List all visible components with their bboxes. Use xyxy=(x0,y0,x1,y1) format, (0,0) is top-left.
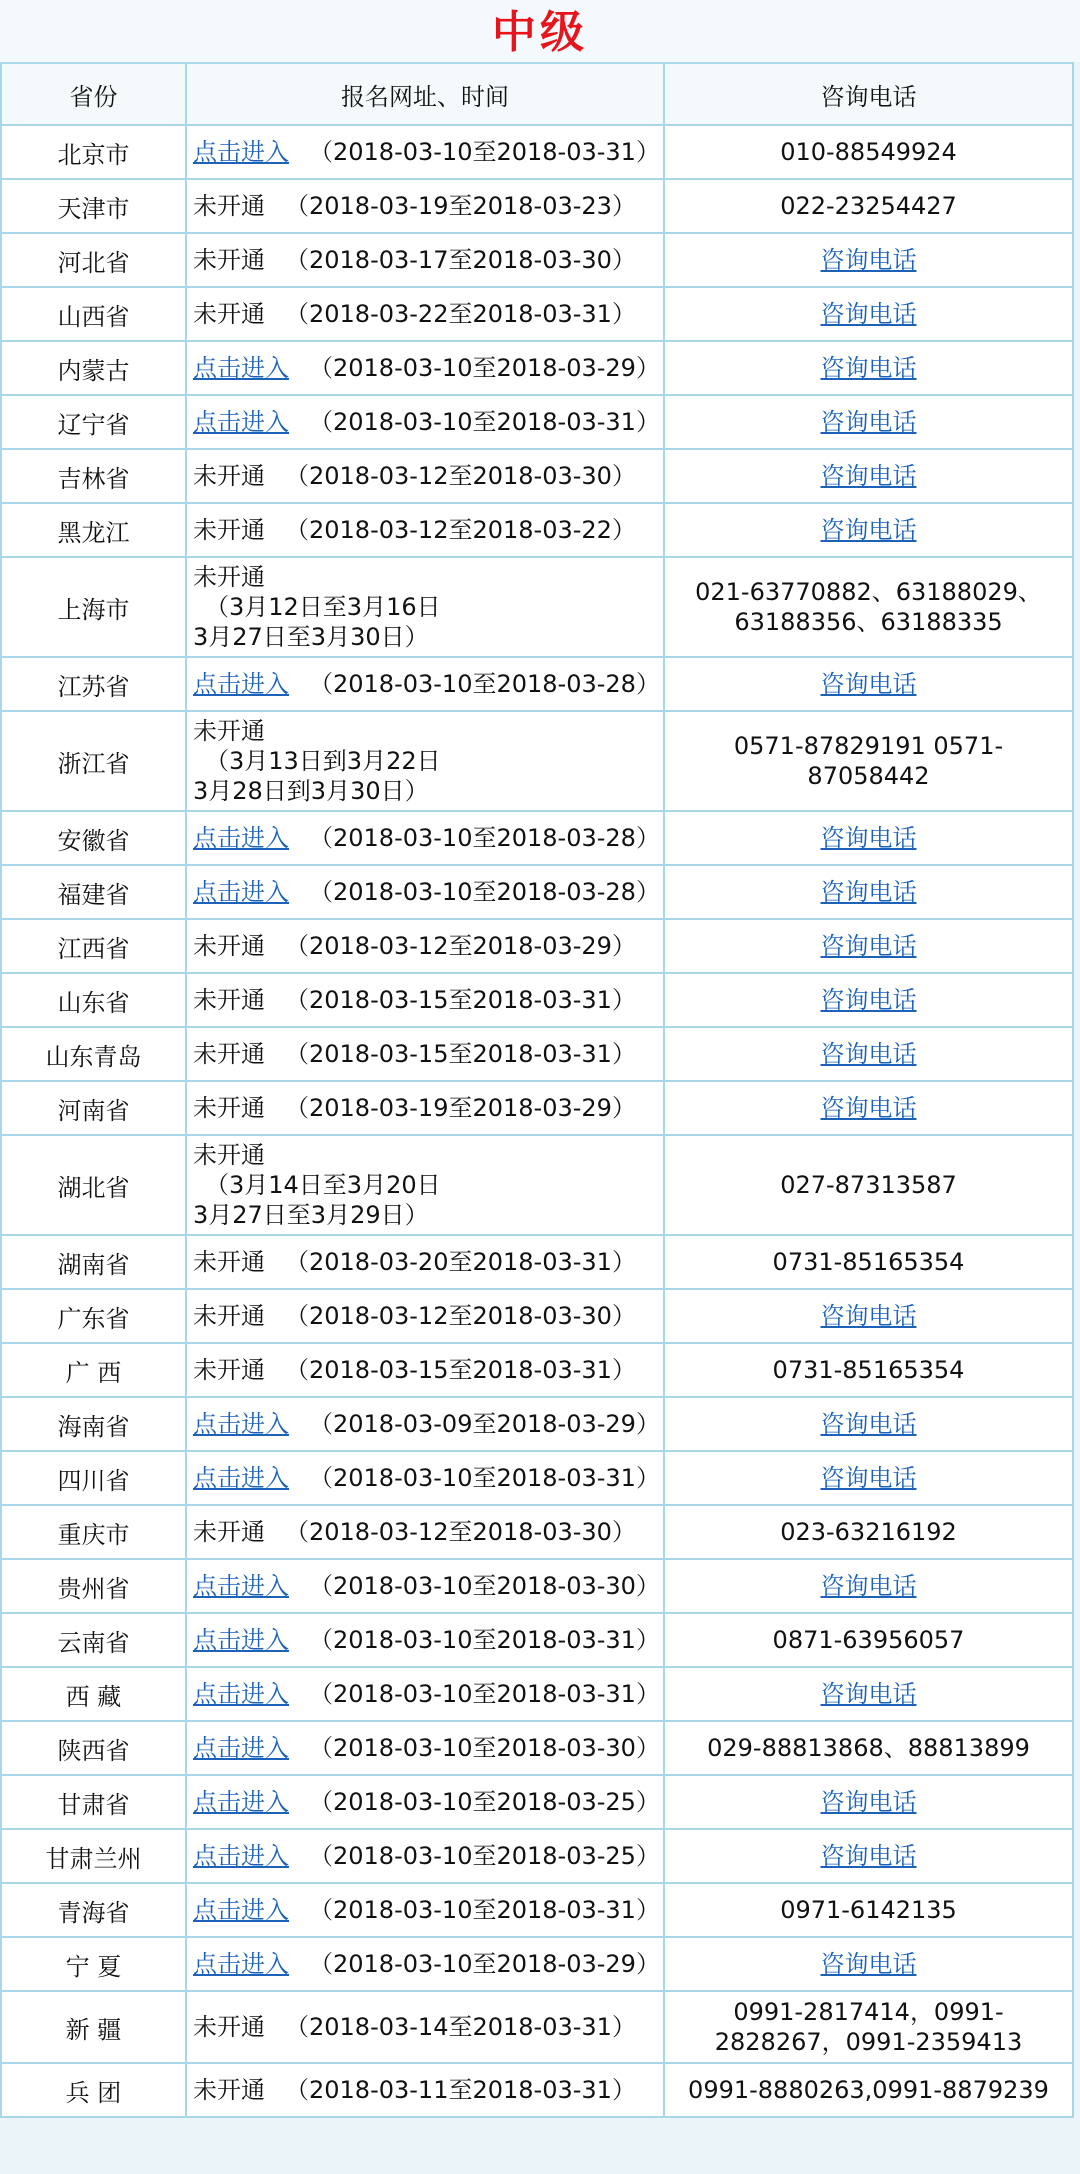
table-row xyxy=(1,2063,1073,2117)
phone-cell xyxy=(664,1289,1073,1343)
province-cell: 贵州省 xyxy=(1,1559,186,1613)
registration-cell xyxy=(186,1721,664,1775)
province-cell: 浙江省 xyxy=(1,711,186,811)
date-range: （2018-03-10至2018-03-28） xyxy=(309,878,660,906)
registration-cell xyxy=(186,1505,664,1559)
province-cell: 吉林省 xyxy=(1,449,186,503)
table-row xyxy=(1,1135,1073,1235)
province-cell: 海南省 xyxy=(1,1397,186,1451)
phone-cell xyxy=(664,1667,1073,1721)
table-row xyxy=(1,1505,1073,1559)
table-row xyxy=(1,1559,1073,1613)
phone-link[interactable]: 咨询电话 xyxy=(820,824,917,852)
registration-cell xyxy=(186,557,664,657)
register-link[interactable]: 点击进入 xyxy=(193,878,289,906)
province-cell: 西 藏 xyxy=(1,1667,186,1721)
header-province: 省份 xyxy=(1,63,186,125)
header-phone: 咨询电话 xyxy=(664,63,1073,125)
phone-number: 021-63770882、63188029、 63188356、63188335 xyxy=(695,578,1042,636)
date-range: （2018-03-09至2018-03-29） xyxy=(309,1410,660,1438)
province-cell: 辽宁省 xyxy=(1,395,186,449)
phone-number: 0871-63956057 xyxy=(772,1626,965,1654)
registration-cell xyxy=(186,1613,664,1667)
register-link[interactable]: 点击进入 xyxy=(193,1788,289,1816)
table-row xyxy=(1,233,1073,287)
registration-cell xyxy=(186,1775,664,1829)
register-link[interactable]: 点击进入 xyxy=(193,1896,289,1924)
table-row xyxy=(1,395,1073,449)
phone-link[interactable]: 咨询电话 xyxy=(820,878,917,906)
register-link[interactable]: 点击进入 xyxy=(193,1572,289,1600)
registration-cell xyxy=(186,503,664,557)
date-range-line: （3月13日到3月22日 xyxy=(205,747,441,775)
table-row xyxy=(1,1721,1073,1775)
phone-cell xyxy=(664,1559,1073,1613)
province-cell: 黑龙江 xyxy=(1,503,186,557)
registration-cell xyxy=(186,1451,664,1505)
table-body xyxy=(1,125,1073,2117)
date-range: （2018-03-10至2018-03-28） xyxy=(309,824,660,852)
phone-link[interactable]: 咨询电话 xyxy=(820,1842,917,1870)
table-row xyxy=(1,179,1073,233)
province-cell: 四川省 xyxy=(1,1451,186,1505)
register-link[interactable]: 点击进入 xyxy=(193,1626,289,1654)
province-cell: 天津市 xyxy=(1,179,186,233)
register-link[interactable]: 点击进入 xyxy=(193,1734,289,1762)
phone-link[interactable]: 咨询电话 xyxy=(820,1040,917,1068)
table-row xyxy=(1,711,1073,811)
phone-number: 010-88549924 xyxy=(780,138,957,166)
registration-cell xyxy=(186,1235,664,1289)
table-row xyxy=(1,1883,1073,1937)
registration-cell xyxy=(186,973,664,1027)
phone-cell xyxy=(664,1343,1073,1397)
registration-cell xyxy=(186,1883,664,1937)
registration-cell xyxy=(186,2063,664,2117)
registration-cell xyxy=(186,1667,664,1721)
date-range: （2018-03-10至2018-03-25） xyxy=(309,1788,660,1816)
registration-cell xyxy=(186,287,664,341)
registration-cell xyxy=(186,1937,664,1991)
registration-cell xyxy=(186,1027,664,1081)
date-range: （2018-03-12至2018-03-30） xyxy=(285,1518,636,1546)
date-range: （2018-03-15至2018-03-31） xyxy=(285,986,636,1014)
phone-link[interactable]: 咨询电话 xyxy=(820,1572,917,1600)
date-range: （2018-03-10至2018-03-29） xyxy=(309,354,660,382)
phone-cell xyxy=(664,919,1073,973)
phone-cell xyxy=(664,1397,1073,1451)
register-link[interactable]: 点击进入 xyxy=(193,1950,289,1978)
date-range: （2018-03-10至2018-03-31） xyxy=(309,1626,660,1654)
register-link[interactable]: 点击进入 xyxy=(193,824,289,852)
province-cell: 北京市 xyxy=(1,125,186,179)
registration-cell xyxy=(186,919,664,973)
registration-cell xyxy=(186,233,664,287)
table-row xyxy=(1,1775,1073,1829)
date-range: （2018-03-15至2018-03-31） xyxy=(285,1040,636,1068)
phone-cell xyxy=(664,1135,1073,1235)
phone-link[interactable]: 咨询电话 xyxy=(820,408,917,436)
phone-cell xyxy=(664,2063,1073,2117)
registration-cell xyxy=(186,449,664,503)
date-range: （2018-03-11至2018-03-31） xyxy=(285,2076,636,2104)
status-text: 未开通 xyxy=(193,1518,265,1546)
province-cell: 河南省 xyxy=(1,1081,186,1135)
phone-link[interactable]: 咨询电话 xyxy=(820,986,917,1014)
status-text: 未开通 xyxy=(193,717,265,745)
phone-cell xyxy=(664,179,1073,233)
table-row xyxy=(1,557,1073,657)
registration-cell xyxy=(186,811,664,865)
phone-link[interactable]: 咨询电话 xyxy=(820,1302,917,1330)
registration-cell xyxy=(186,1829,664,1883)
province-cell: 兵 团 xyxy=(1,2063,186,2117)
table-row xyxy=(1,1235,1073,1289)
phone-cell xyxy=(664,1451,1073,1505)
date-range: （2018-03-10至2018-03-31） xyxy=(309,408,660,436)
phone-number: 0991-2817414，0991- 2828267，0991-2359413 xyxy=(714,1998,1023,2056)
date-range: （2018-03-10至2018-03-31） xyxy=(309,1464,660,1492)
date-range: （2018-03-10至2018-03-29） xyxy=(309,1950,660,1978)
register-link[interactable]: 点击进入 xyxy=(193,408,289,436)
registration-cell xyxy=(186,1991,664,2063)
phone-cell xyxy=(664,1829,1073,1883)
phone-link[interactable]: 咨询电话 xyxy=(820,300,917,328)
date-range: （2018-03-10至2018-03-31） xyxy=(309,138,660,166)
phone-number: 0571-87829191 0571- 87058442 xyxy=(733,732,1004,790)
status-text: 未开通 xyxy=(193,1356,265,1384)
registration-cell xyxy=(186,865,664,919)
registration-table xyxy=(0,62,1074,2118)
phone-link[interactable]: 咨询电话 xyxy=(820,516,917,544)
registration-cell xyxy=(186,1397,664,1451)
phone-link[interactable]: 咨询电话 xyxy=(820,1464,917,1492)
province-cell: 安徽省 xyxy=(1,811,186,865)
registration-cell xyxy=(186,341,664,395)
registration-cell xyxy=(186,1135,664,1235)
table-row xyxy=(1,1613,1073,1667)
table-row xyxy=(1,1027,1073,1081)
table-row xyxy=(1,1397,1073,1451)
table-row xyxy=(1,1667,1073,1721)
table-row xyxy=(1,811,1073,865)
phone-number: 023-63216192 xyxy=(780,1518,957,1546)
table-row xyxy=(1,1937,1073,1991)
phone-link[interactable]: 咨询电话 xyxy=(820,932,917,960)
registration-cell xyxy=(186,711,664,811)
phone-cell xyxy=(664,1937,1073,1991)
phone-cell xyxy=(664,973,1073,1027)
phone-cell xyxy=(664,395,1073,449)
province-cell: 内蒙古 xyxy=(1,341,186,395)
phone-cell xyxy=(664,449,1073,503)
province-cell: 江西省 xyxy=(1,919,186,973)
date-range: （2018-03-12至2018-03-29） xyxy=(285,932,636,960)
date-range: （2018-03-17至2018-03-30） xyxy=(285,246,636,274)
table-row xyxy=(1,1991,1073,2063)
status-text: 未开通 xyxy=(193,1040,265,1068)
phone-link[interactable]: 咨询电话 xyxy=(820,670,917,698)
table-row xyxy=(1,1343,1073,1397)
province-cell: 湖南省 xyxy=(1,1235,186,1289)
phone-link[interactable]: 咨询电话 xyxy=(820,1950,917,1978)
phone-cell xyxy=(664,711,1073,811)
status-text: 未开通 xyxy=(193,563,265,591)
date-range: （2018-03-19至2018-03-23） xyxy=(285,192,636,220)
phone-cell xyxy=(664,865,1073,919)
phone-cell xyxy=(664,1027,1073,1081)
province-cell: 山东青岛 xyxy=(1,1027,186,1081)
register-link[interactable]: 点击进入 xyxy=(193,1410,289,1438)
phone-cell xyxy=(664,1235,1073,1289)
province-cell: 福建省 xyxy=(1,865,186,919)
status-text: 未开通 xyxy=(193,932,265,960)
status-text: 未开通 xyxy=(193,1094,265,1122)
page-title: 中级 xyxy=(0,0,1080,62)
status-text: 未开通 xyxy=(193,2013,265,2041)
table-row xyxy=(1,919,1073,973)
date-range-line: 3月27日至3月30日） xyxy=(193,623,429,651)
date-range: （2018-03-10至2018-03-25） xyxy=(309,1842,660,1870)
phone-cell xyxy=(664,1883,1073,1937)
date-range: （2018-03-12至2018-03-30） xyxy=(285,1302,636,1330)
phone-cell xyxy=(664,1505,1073,1559)
date-range-line: （3月12日至3月16日 xyxy=(205,593,441,621)
phone-cell xyxy=(664,341,1073,395)
table-row xyxy=(1,1081,1073,1135)
province-cell: 宁 夏 xyxy=(1,1937,186,1991)
province-cell: 山东省 xyxy=(1,973,186,1027)
province-cell: 青海省 xyxy=(1,1883,186,1937)
phone-number: 0991-8880263,0991-8879239 xyxy=(688,2076,1049,2104)
date-range: （2018-03-15至2018-03-31） xyxy=(285,1356,636,1384)
registration-cell xyxy=(186,1081,664,1135)
province-cell: 江苏省 xyxy=(1,657,186,711)
header-registration: 报名网址、时间 xyxy=(186,63,664,125)
phone-number: 029-88813868、88813899 xyxy=(707,1734,1030,1762)
status-text: 未开通 xyxy=(193,246,265,274)
status-text: 未开通 xyxy=(193,300,265,328)
province-cell: 广东省 xyxy=(1,1289,186,1343)
phone-number: 022-23254427 xyxy=(780,192,957,220)
phone-link[interactable]: 咨询电话 xyxy=(820,462,917,490)
register-link[interactable]: 点击进入 xyxy=(193,138,289,166)
table-row xyxy=(1,287,1073,341)
date-range-line: 3月27日至3月29日） xyxy=(193,1201,429,1229)
phone-number: 027-87313587 xyxy=(780,1171,957,1199)
table-row xyxy=(1,865,1073,919)
phone-cell xyxy=(664,811,1073,865)
date-range: （2018-03-10至2018-03-28） xyxy=(309,670,660,698)
province-cell: 甘肃省 xyxy=(1,1775,186,1829)
register-link[interactable]: 点击进入 xyxy=(193,354,289,382)
registration-cell xyxy=(186,125,664,179)
phone-cell xyxy=(664,1721,1073,1775)
phone-link[interactable]: 咨询电话 xyxy=(820,246,917,274)
status-text: 未开通 xyxy=(193,1302,265,1330)
province-cell: 山西省 xyxy=(1,287,186,341)
bottom-margin xyxy=(0,2126,1080,2174)
phone-cell xyxy=(664,125,1073,179)
province-cell: 云南省 xyxy=(1,1613,186,1667)
status-text: 未开通 xyxy=(193,192,265,220)
date-range: （2018-03-20至2018-03-31） xyxy=(285,1248,636,1276)
phone-number: 0731-85165354 xyxy=(772,1248,965,1276)
register-link[interactable]: 点击进入 xyxy=(193,1842,289,1870)
table-row xyxy=(1,657,1073,711)
status-text: 未开通 xyxy=(193,2076,265,2104)
registration-cell xyxy=(186,1289,664,1343)
register-link[interactable]: 点击进入 xyxy=(193,1680,289,1708)
date-range: （2018-03-12至2018-03-30） xyxy=(285,462,636,490)
phone-link[interactable]: 咨询电话 xyxy=(820,1410,917,1438)
date-range-line: （3月14日至3月20日 xyxy=(205,1171,441,1199)
table-row xyxy=(1,1451,1073,1505)
phone-link[interactable]: 咨询电话 xyxy=(820,1788,917,1816)
status-text: 未开通 xyxy=(193,986,265,1014)
table-row xyxy=(1,449,1073,503)
phone-cell xyxy=(664,233,1073,287)
date-range: （2018-03-10至2018-03-30） xyxy=(309,1734,660,1762)
table-row xyxy=(1,341,1073,395)
registration-cell xyxy=(186,179,664,233)
province-cell: 广 西 xyxy=(1,1343,186,1397)
phone-link[interactable]: 咨询电话 xyxy=(820,1680,917,1708)
table-header-row xyxy=(1,63,1073,125)
table-row xyxy=(1,1829,1073,1883)
date-range-line: 3月28日到3月30日） xyxy=(193,777,429,805)
registration-cell xyxy=(186,657,664,711)
status-text: 未开通 xyxy=(193,516,265,544)
table-row xyxy=(1,1289,1073,1343)
province-cell: 重庆市 xyxy=(1,1505,186,1559)
province-cell: 陕西省 xyxy=(1,1721,186,1775)
province-cell: 湖北省 xyxy=(1,1135,186,1235)
date-range: （2018-03-19至2018-03-29） xyxy=(285,1094,636,1122)
date-range: （2018-03-10至2018-03-30） xyxy=(309,1572,660,1600)
status-text: 未开通 xyxy=(193,1248,265,1276)
phone-cell xyxy=(664,557,1073,657)
phone-cell xyxy=(664,1775,1073,1829)
table-row xyxy=(1,973,1073,1027)
date-range: （2018-03-22至2018-03-31） xyxy=(285,300,636,328)
phone-cell xyxy=(664,503,1073,557)
status-text: 未开通 xyxy=(193,1141,265,1169)
province-cell: 河北省 xyxy=(1,233,186,287)
registration-cell xyxy=(186,1559,664,1613)
register-link[interactable]: 点击进入 xyxy=(193,1464,289,1492)
phone-number: 0731-85165354 xyxy=(772,1356,965,1384)
phone-cell xyxy=(664,657,1073,711)
date-range: （2018-03-14至2018-03-31） xyxy=(285,2013,636,2041)
phone-number: 0971-6142135 xyxy=(780,1896,957,1924)
date-range: （2018-03-12至2018-03-22） xyxy=(285,516,636,544)
province-cell: 新 疆 xyxy=(1,1991,186,2063)
province-cell: 甘肃兰州 xyxy=(1,1829,186,1883)
date-range: （2018-03-10至2018-03-31） xyxy=(309,1680,660,1708)
phone-cell xyxy=(664,287,1073,341)
phone-cell xyxy=(664,1081,1073,1135)
register-link[interactable]: 点击进入 xyxy=(193,670,289,698)
phone-link[interactable]: 咨询电话 xyxy=(820,354,917,382)
registration-cell xyxy=(186,395,664,449)
table-row xyxy=(1,125,1073,179)
phone-cell xyxy=(664,1613,1073,1667)
table-row xyxy=(1,503,1073,557)
province-cell: 上海市 xyxy=(1,557,186,657)
phone-link[interactable]: 咨询电话 xyxy=(820,1094,917,1122)
status-text: 未开通 xyxy=(193,462,265,490)
phone-cell xyxy=(664,1991,1073,2063)
registration-cell xyxy=(186,1343,664,1397)
date-range: （2018-03-10至2018-03-31） xyxy=(309,1896,660,1924)
